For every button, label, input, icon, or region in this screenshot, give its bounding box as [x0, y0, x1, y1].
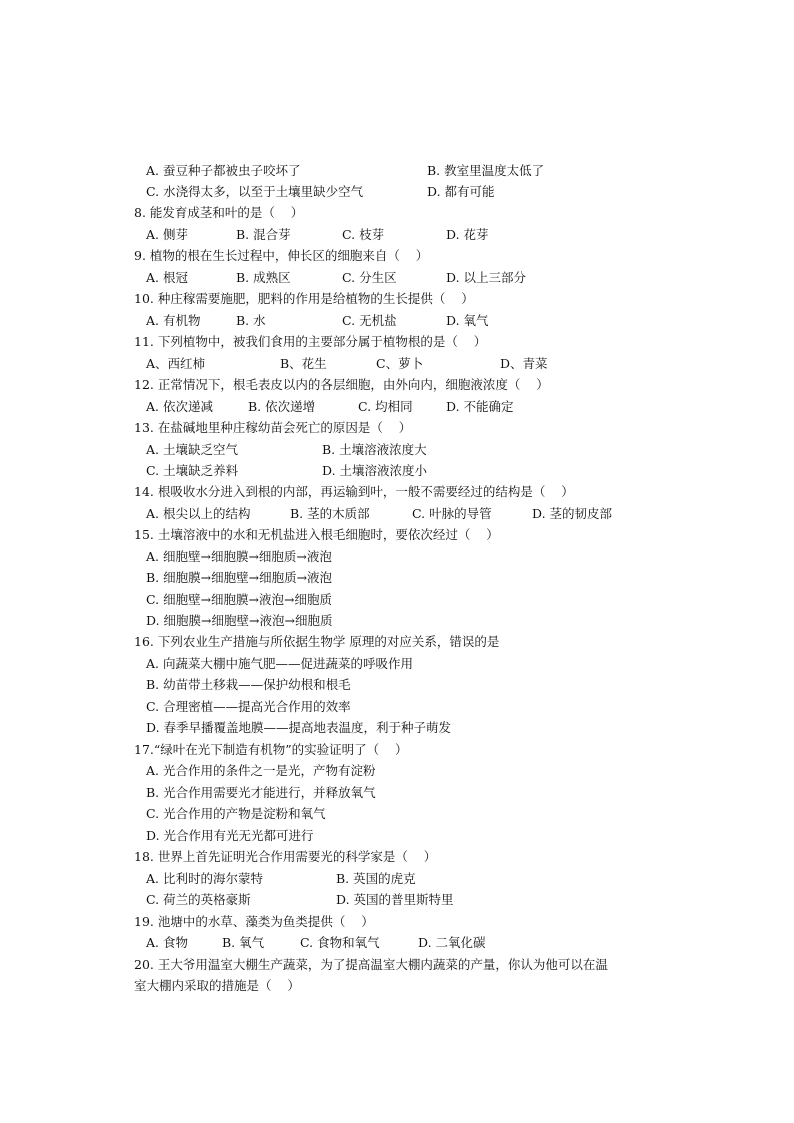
option-item: C. 食物和氧气 — [300, 935, 380, 950]
option-item: A. 依次递减 — [146, 399, 213, 414]
question-line: 12. 正常情况下，根毛表皮以内的各层细胞，由外向内，细胞液浓度（ ） — [134, 377, 549, 392]
option-item: D. 二氧化碳 — [418, 935, 486, 950]
option-item: B. 依次递增 — [248, 399, 316, 414]
question-line: 室大棚内采取的措施是（ ） — [134, 978, 300, 993]
question-line: 15. 土壤溶液中的水和无机盐进入根毛细胞时，要依次经过（ ） — [134, 527, 499, 542]
option-item: C. 均相同 — [358, 399, 413, 414]
option-item: A. 根尖以上的结构 — [146, 506, 251, 521]
option-item: A. 根冠 — [146, 270, 188, 285]
option-item: C. 细胞壁→细胞膜→液泡→细胞质 — [146, 592, 332, 607]
option-item: C. 合理密植——提高光合作用的效率 — [146, 699, 351, 714]
option-item: D. 土壤溶液浓度小 — [322, 463, 428, 478]
option-item: D. 不能确定 — [446, 399, 514, 414]
option-item: C. 无机盐 — [342, 313, 397, 328]
option-item: A. 侧芽 — [146, 227, 188, 242]
option-item: D. 春季早播覆盖地膜——提高地表温度，利于种子萌发 — [146, 720, 452, 735]
option-item: A. 细胞壁→细胞膜→细胞质→液泡 — [146, 549, 332, 564]
question-line: 18. 世界上首先证明光合作用需要光的科学家是（ ） — [134, 849, 437, 864]
option-item: D. 英国的普里斯特里 — [336, 892, 454, 907]
option-item: A. 比利时的海尔蒙特 — [146, 871, 263, 886]
option-item: D、青菜 — [500, 356, 548, 371]
option-item: C. 光合作用的产物是淀粉和氧气 — [146, 806, 326, 821]
question-line: 10. 种庄稼需要施肥，肥料的作用是给植物的生长提供（ ） — [134, 291, 474, 306]
question-line: 16. 下列农业生产措施与所依据生物学 原理的对应关系，错误的是 — [134, 634, 500, 649]
option-item: B. 细胞膜→细胞壁→细胞质→液泡 — [146, 570, 333, 585]
option-item: B. 茎的木质部 — [290, 506, 370, 521]
option-item: B. 成熟区 — [236, 270, 291, 285]
option-item: B. 土壤溶液浓度大 — [322, 442, 427, 457]
option-item: D. 都有可能 — [427, 184, 495, 199]
option-item: B. 光合作用需要光才能进行，并释放氧气 — [146, 785, 376, 800]
question-line: 17.“绿叶在光下制造有机物”的实验证明了（ ） — [134, 742, 408, 757]
question-line: 11. 下列植物中，被我们食用的主要部分属于植物根的是（ ） — [134, 334, 487, 349]
option-item: C. 荷兰的英格豪斯 — [146, 892, 251, 907]
option-item: C. 枝芽 — [342, 227, 385, 242]
option-item: D. 茎的韧皮部 — [532, 506, 613, 521]
option-item: B. 幼苗带土移栽——保护幼根和根毛 — [146, 677, 351, 692]
option-item: B. 教室里温度太低了 — [427, 163, 545, 178]
question-line: 19. 池塘中的水草、藻类为鱼类提供（ ） — [134, 914, 374, 929]
option-item: C. 分生区 — [342, 270, 397, 285]
option-item: A. 蚕豆种子都被虫子咬坏了 — [146, 163, 301, 178]
option-item: C、萝卜 — [376, 356, 424, 371]
option-item: C. 土壤缺乏养料 — [146, 463, 239, 478]
option-item: D. 花芽 — [446, 227, 489, 242]
option-item: B、花生 — [280, 356, 327, 371]
option-item: C. 水浇得太多，以至于土壤里缺少空气 — [146, 184, 364, 199]
option-item: D. 氧气 — [446, 313, 489, 328]
option-item: B. 氧气 — [222, 935, 265, 950]
option-item: A. 食物 — [146, 935, 188, 950]
option-item: B. 水 — [236, 313, 266, 328]
question-line: 13. 在盐碱地里种庄稼幼苗会死亡的原因是（ ） — [134, 420, 412, 435]
question-line: 14. 根吸收水分进入到根的内部，再运输到叶，一般不需要经过的结构是（ ） — [134, 484, 574, 499]
option-item: D. 以上三部分 — [446, 270, 527, 285]
option-item: B. 混合芽 — [236, 227, 291, 242]
option-item: A、西红柿 — [146, 356, 206, 371]
option-item: A. 有机物 — [146, 313, 201, 328]
option-item: A. 光合作用的条件之一是光，产物有淀粉 — [146, 763, 376, 778]
question-line: 8. 能发育成茎和叶的是（ ） — [134, 205, 304, 220]
option-item: C. 叶脉的导管 — [412, 506, 492, 521]
option-item: A. 土壤缺乏空气 — [146, 442, 238, 457]
question-line: 9. 植物的根在生长过程中，伸长区的细胞来自（ ） — [134, 248, 429, 263]
option-item: D. 细胞膜→细胞壁→液泡→细胞质 — [146, 613, 333, 628]
option-item: A. 向蔬菜大棚中施气肥——促进蔬菜的呼吸作用 — [146, 656, 413, 671]
option-item: D. 光合作用有光无光都可进行 — [146, 828, 314, 843]
question-line: 20. 王大爷用温室大棚生产蔬菜，为了提高温室大棚内蔬菜的产量，你认为他可以在温 — [134, 957, 608, 972]
option-item: B. 英国的虎克 — [336, 871, 416, 886]
